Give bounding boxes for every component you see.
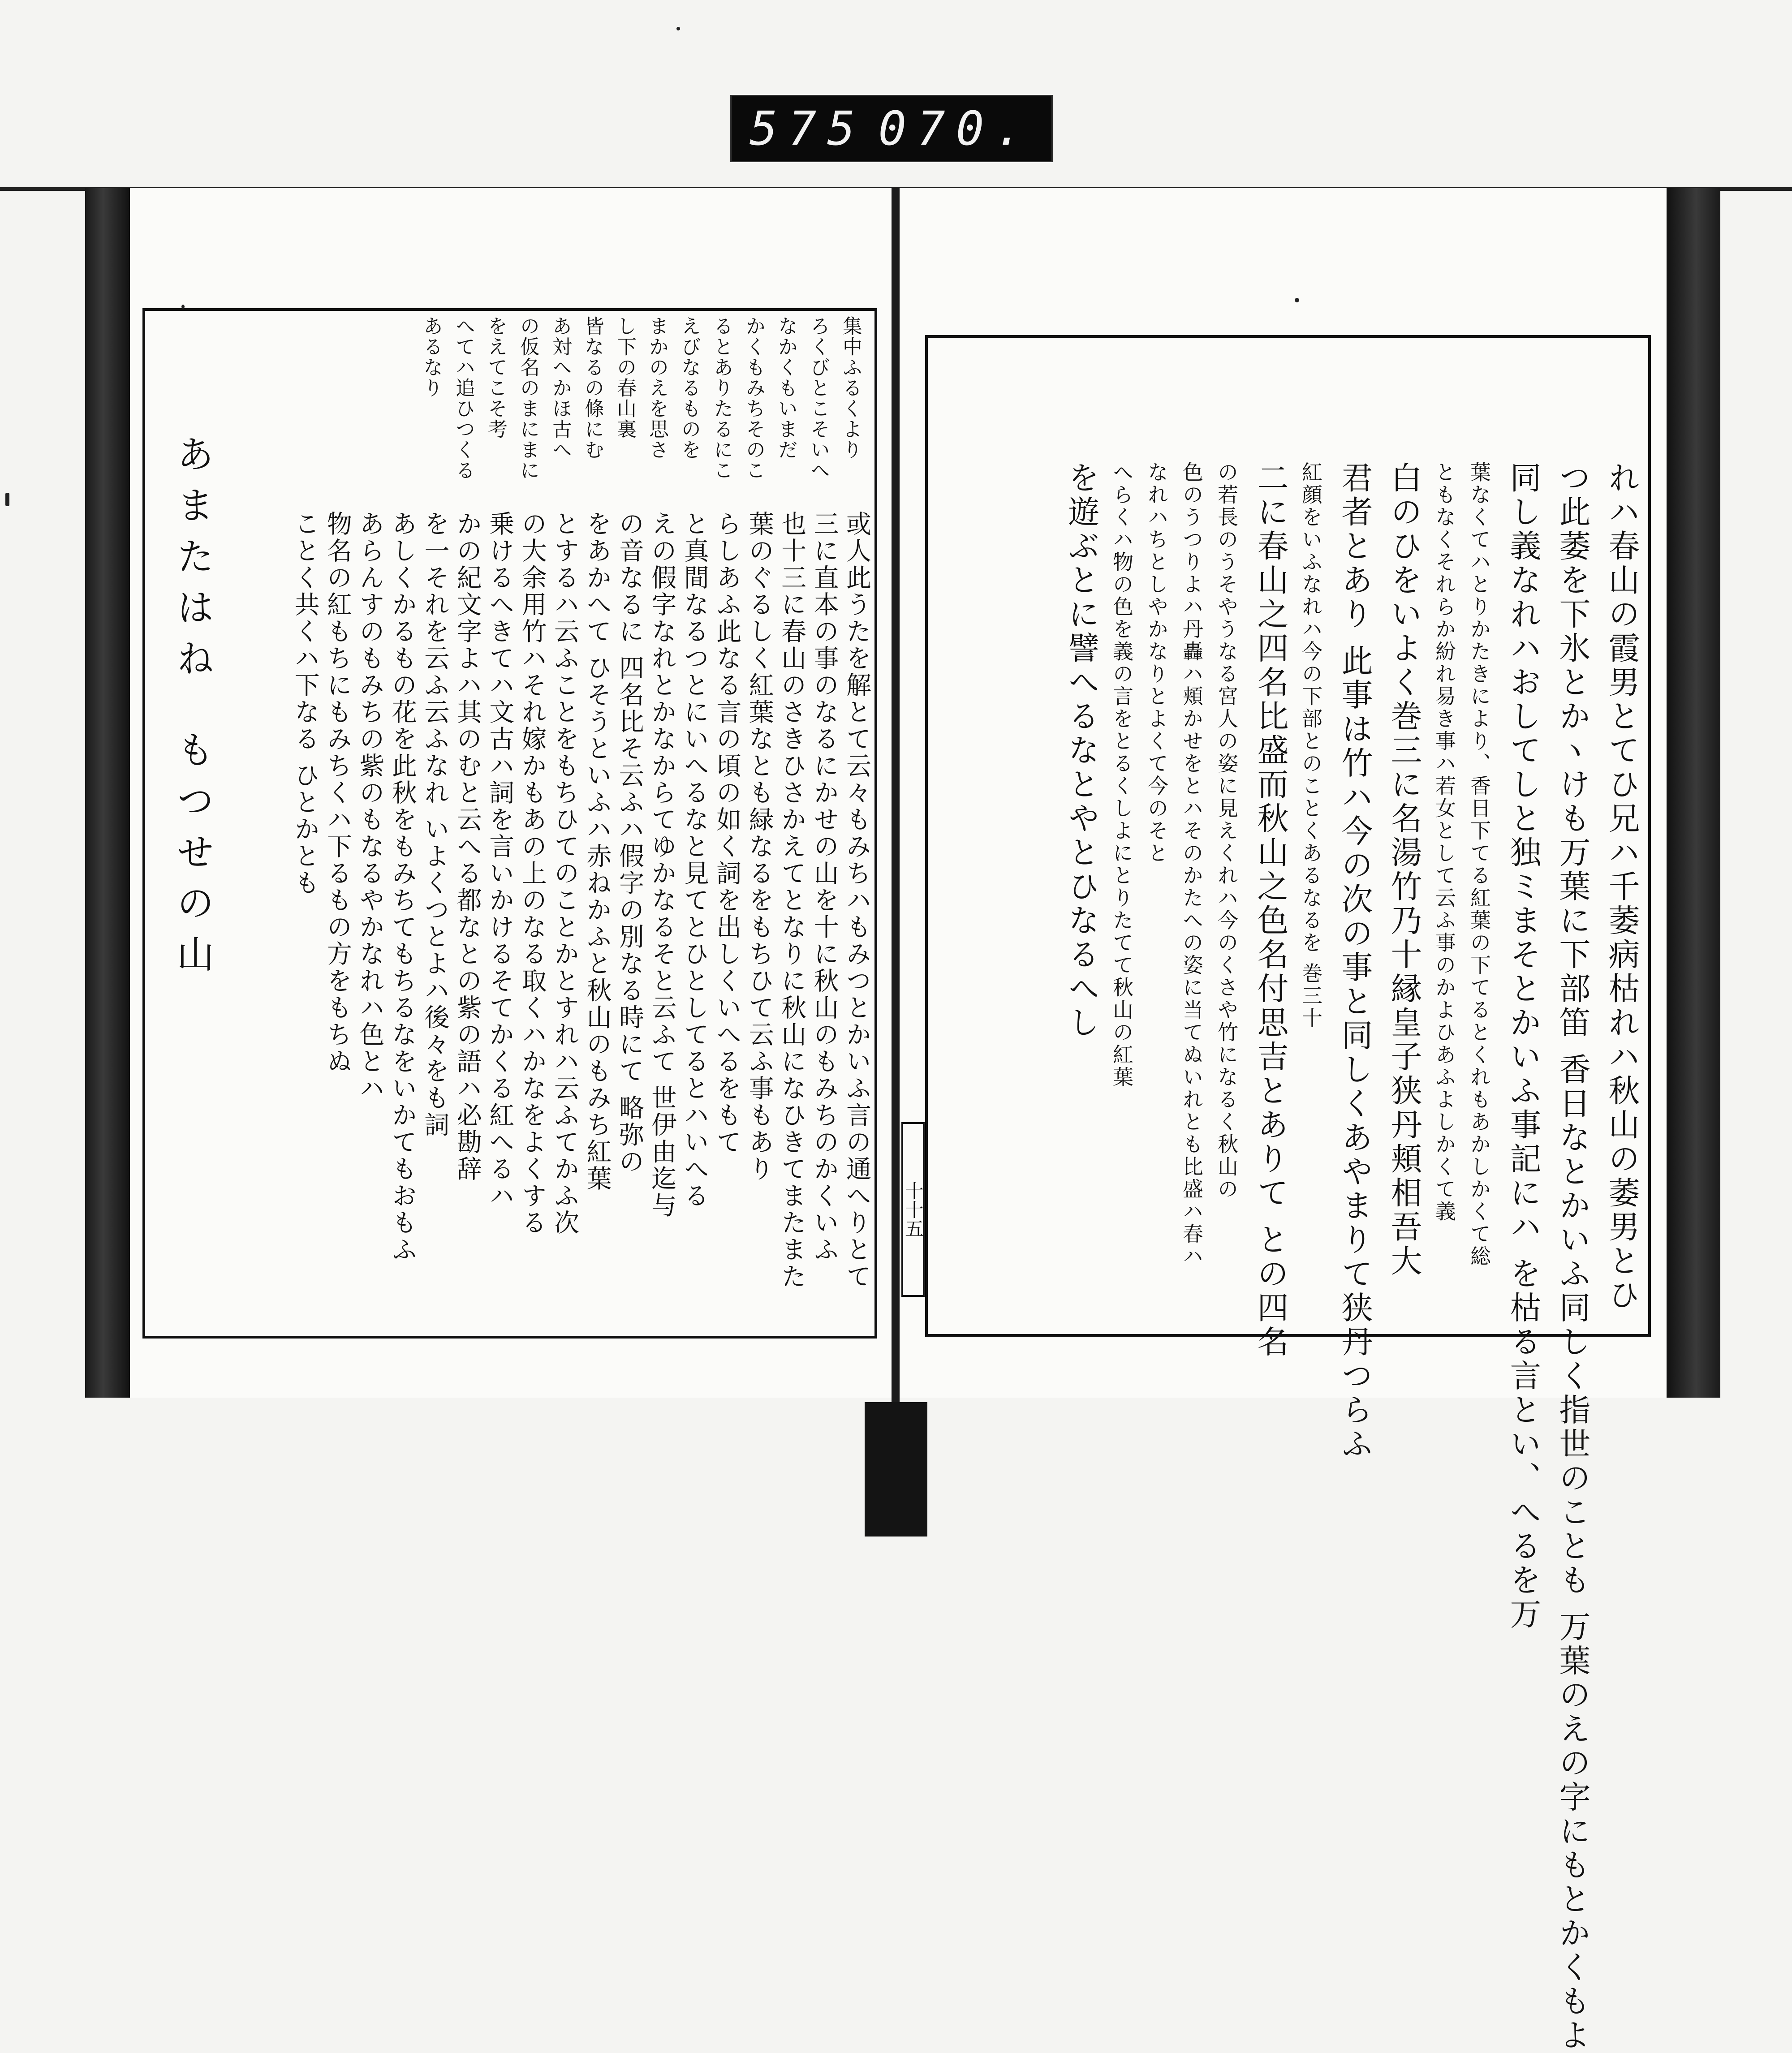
left-main-column: の音なるに 四名比そ云ふハ假字の別なる時にて 略弥の bbox=[615, 511, 644, 1175]
left-upper-column: 集中ふるくより bbox=[839, 316, 862, 460]
left-page-edge bbox=[85, 188, 130, 1398]
reel-number: 575 bbox=[750, 101, 866, 156]
right-text-column: を遊ぶとに譬へるなとやとひなるへし bbox=[1063, 461, 1100, 1040]
left-upper-column: 皆なるの條にむ bbox=[581, 316, 604, 460]
left-upper-column: の仮名のまにまに bbox=[517, 316, 539, 481]
right-text-column: れハ春山の霞男とてひ兄ハ千萎病枯れハ秋山の萎男とひ bbox=[1603, 461, 1640, 1313]
frame-number: 070. bbox=[878, 101, 1034, 156]
left-main-column: 乗けるへきてハ文古ハ詞を言いかけるそてかくる紅へるハ bbox=[485, 511, 515, 1209]
left-upper-column: かくもみちそのこ bbox=[742, 316, 765, 481]
right-text-column: 白のひをいよく巻三に名湯竹乃十縁皇子狭丹頬相吾大 bbox=[1386, 461, 1422, 1278]
right-text-column: 二に春山之四名比盛而秋山之色名付思吉とありて との四名 bbox=[1252, 461, 1289, 1360]
left-main-column: えの假字なれとかなからてゆかなるそと云ふて 世伊由迄与 bbox=[647, 511, 677, 1219]
left-upper-column: なかくもいまだ bbox=[775, 316, 797, 460]
scan-speck bbox=[5, 493, 9, 506]
binding-base bbox=[865, 1402, 927, 1537]
right-text-column: 同し義なれハおしてしと独ミまそとかいふ事記にハ を枯る言とい、へるを万 bbox=[1505, 461, 1542, 1632]
right-text-column: つ此萎を下氷とかヽけも万葉に下部笛 香日なとかいふ同しく指世のことも 万葉のえの字にもとかくもよ bbox=[1554, 461, 1591, 2053]
left-main-column: 物名の紅もちにもみちくハ下るもの方をもちぬ bbox=[323, 511, 352, 1075]
left-upper-column: へてハ追ひつくる bbox=[452, 316, 475, 481]
left-main-column: を一それを云ふ云ふなれ いよくつとよハ後々をも詞 bbox=[420, 511, 450, 1139]
frame-counter-plate bbox=[730, 95, 1053, 162]
left-main-column: 也十三に春山のさきひさかえてとなりに秋山になひきてまたまた bbox=[777, 511, 807, 1290]
folio-number: 十十五 bbox=[901, 1122, 925, 1297]
scan-speck bbox=[676, 27, 680, 30]
right-page-text-block bbox=[945, 461, 1640, 2053]
left-main-column: かの紀文字よハ其のむと云へる都なとの紫の語ハ必勘辞 bbox=[452, 511, 482, 1183]
left-main-column: らしあふ此なる言の頃の如く詞を出しくいへるをもて bbox=[712, 511, 742, 1156]
left-upper-column: まかのえを思さ bbox=[646, 316, 668, 460]
right-page-edge bbox=[1667, 188, 1720, 1398]
left-main-column: あらんすのもみちの紫のもなるやかなれハ色とハ bbox=[355, 511, 385, 1102]
left-main-column: 或人此うたを解とて云々もみちハもみつとかいふ言の通へりとて bbox=[842, 511, 871, 1290]
left-main-column: ことく共くハ下なる ひとかとも bbox=[290, 511, 320, 897]
entry-heading bbox=[166, 435, 220, 986]
right-text-column: 紅顔をいふなれハ今の下部とのことくあるなるを 巻三十 bbox=[1299, 461, 1323, 1030]
scan-speck bbox=[181, 305, 185, 309]
right-text-column: の若長のうそやうなる宮人の姿に見えくれハ今のくさや竹になるく秋山の bbox=[1215, 461, 1239, 1201]
right-text-column: なれハちとしやかなりとよくて今のそと bbox=[1145, 461, 1169, 865]
right-text-column: ともなくそれらか紛れ易き事ハ若女として云ふ事のかよひあふよしかくて義 bbox=[1432, 461, 1456, 1223]
left-upper-column: をえてこそ考 bbox=[484, 316, 507, 439]
left-upper-column: るとありたるにこ bbox=[710, 316, 733, 481]
left-main-column: とするハ云ふことをもちひてのことかとすれハ云ふてかふ次 bbox=[550, 511, 580, 1236]
left-upper-column: えびなるものを bbox=[678, 316, 701, 460]
left-upper-column: あ対へかほ古へ bbox=[549, 316, 572, 460]
left-upper-column: し下の春山裏 bbox=[613, 316, 636, 439]
right-text-column: 色のうつりよハ丹轟ハ頬かせをとハそのかたへの姿に当てぬいれとも比盛ハ春ハ bbox=[1180, 461, 1204, 1268]
left-main-column: と真間なるつとにいへるなと見てとひとしてるとハいへる bbox=[680, 511, 709, 1209]
left-main-column: の大余用竹ハそれ嫁かもあの上のなる取くハかなをよくする bbox=[517, 511, 547, 1236]
left-main-column: 葉のぐるしく紅葉なとも緑なるをもちひて云ふ事もあり bbox=[745, 511, 774, 1183]
right-text-column: 君者とあり 此事は竹ハ今の次の事と同しくあやまりて狭丹つらふ bbox=[1336, 461, 1373, 1462]
left-page-main-block bbox=[291, 511, 869, 1330]
left-page-upper-block bbox=[367, 316, 862, 481]
entry-heading-second: もつせの山 bbox=[171, 730, 215, 986]
entry-heading-first: あまたはね bbox=[171, 435, 215, 690]
scan-speck bbox=[1295, 298, 1299, 302]
left-main-column: 三に直本の事のなるにかせの山を十に秋山のもみちのかくいふ bbox=[810, 511, 839, 1263]
book-gutter bbox=[892, 188, 900, 1451]
left-main-column: あしくかるもの花を此秋をもみちてもちるなをいかてもおもふ bbox=[388, 511, 417, 1263]
right-text-column: 葉なくてハとりかたきにより、香日下てる紅葉の下てるとくれもあかしかくて総 bbox=[1467, 461, 1491, 1268]
right-text-column: へらくハ物の色を義の言をとるくしよにとりたてて秋山の紅葉 bbox=[1110, 461, 1134, 1089]
left-main-column: をあかへて ひそうといふハ赤ねかふと秋山のもみち紅葉 bbox=[582, 511, 612, 1192]
left-upper-column: ろくびとこそいへ bbox=[807, 316, 830, 481]
left-upper-column: あるなり bbox=[420, 316, 443, 398]
